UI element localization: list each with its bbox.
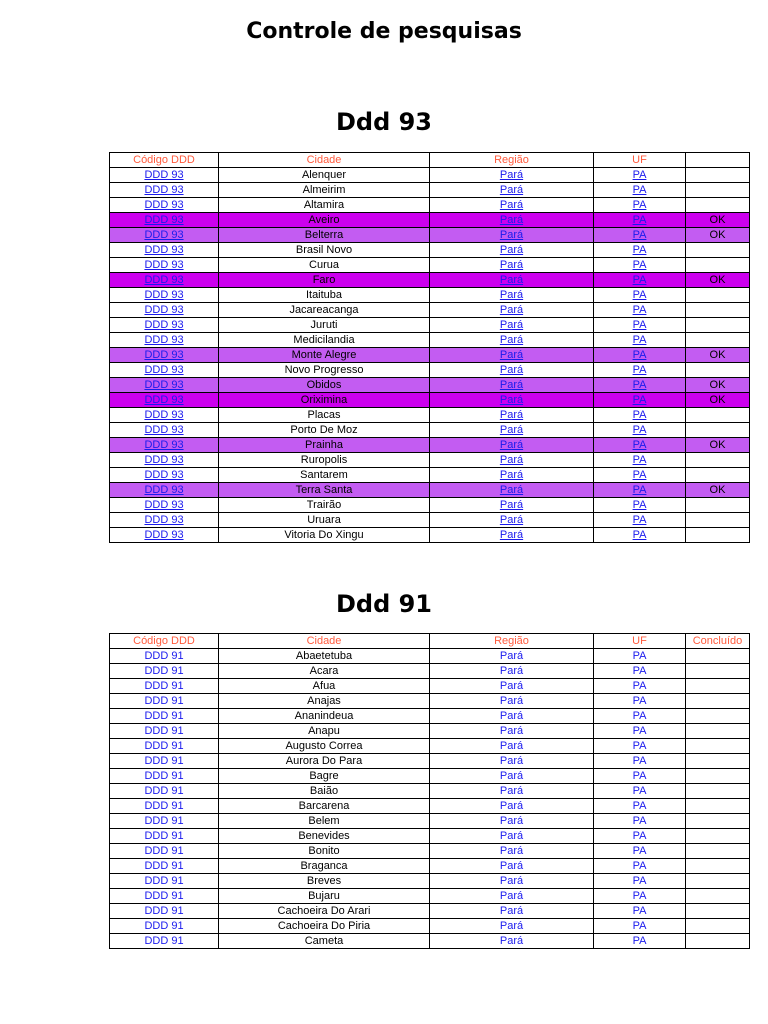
region-link[interactable]: Pará <box>430 513 594 528</box>
table-row <box>110 438 750 453</box>
table-row <box>110 303 750 318</box>
region-link: Pará <box>430 904 594 919</box>
table-row <box>110 694 750 709</box>
status-cell <box>686 814 750 829</box>
city-cell: Breves <box>219 874 430 889</box>
uf-link: PA <box>594 859 686 874</box>
region-link[interactable]: Pará <box>430 348 594 363</box>
city-cell: Jacareacanga <box>219 303 430 318</box>
region-link: Pará <box>430 814 594 829</box>
status-cell: OK <box>686 228 750 243</box>
table-row <box>110 739 750 754</box>
status-cell <box>686 679 750 694</box>
uf-link: PA <box>594 709 686 724</box>
region-link[interactable]: Pará <box>430 333 594 348</box>
city-cell: Bujaru <box>219 889 430 904</box>
table-row <box>110 814 750 829</box>
status-cell <box>686 453 750 468</box>
ddd-code-link: DDD 91 <box>110 844 219 859</box>
status-cell <box>686 904 750 919</box>
ddd-code-link[interactable]: DDD 93 <box>110 333 219 348</box>
city-cell: Ruropolis <box>219 453 430 468</box>
city-cell: Cameta <box>219 934 430 949</box>
table-row <box>110 769 750 784</box>
table-row <box>110 483 750 498</box>
city-cell: Barcarena <box>219 799 430 814</box>
uf-link[interactable]: PA <box>594 438 686 453</box>
city-cell: Brasil Novo <box>219 243 430 258</box>
ddd-code-link[interactable]: DDD 93 <box>110 198 219 213</box>
status-cell <box>686 859 750 874</box>
city-cell: Augusto Correa <box>219 739 430 754</box>
ddd-code-link[interactable]: DDD 93 <box>110 318 219 333</box>
status-cell <box>686 769 750 784</box>
ddd-code-link[interactable]: DDD 93 <box>110 378 219 393</box>
region-link[interactable]: Pará <box>430 438 594 453</box>
city-cell: Altamira <box>219 198 430 213</box>
ddd-code-link: DDD 91 <box>110 874 219 889</box>
table-row <box>110 378 750 393</box>
city-cell: Uruara <box>219 513 430 528</box>
section-heading-ddd-91: Ddd 91 <box>335 590 433 618</box>
ddd-code-link: DDD 91 <box>110 784 219 799</box>
status-cell: OK <box>686 213 750 228</box>
city-cell: Juruti <box>219 318 430 333</box>
column-header-cidade: Cidade <box>219 634 430 649</box>
status-cell <box>686 168 750 183</box>
region-link: Pará <box>430 694 594 709</box>
status-cell: OK <box>686 348 750 363</box>
region-link: Pará <box>430 844 594 859</box>
ddd-code-link: DDD 91 <box>110 709 219 724</box>
status-cell <box>686 423 750 438</box>
ddd-code-link: DDD 91 <box>110 934 219 949</box>
city-cell: Terra Santa <box>219 483 430 498</box>
status-cell <box>686 183 750 198</box>
uf-link[interactable]: PA <box>594 453 686 468</box>
region-link[interactable]: Pará <box>430 288 594 303</box>
city-cell: Ananindeua <box>219 709 430 724</box>
status-cell: OK <box>686 438 750 453</box>
uf-link[interactable]: PA <box>594 258 686 273</box>
region-link[interactable]: Pará <box>430 243 594 258</box>
city-cell: Aurora Do Para <box>219 754 430 769</box>
uf-link[interactable]: PA <box>594 408 686 423</box>
table-row <box>110 213 750 228</box>
table-row <box>110 468 750 483</box>
status-cell <box>686 754 750 769</box>
ddd-code-link: DDD 91 <box>110 919 219 934</box>
uf-link[interactable]: PA <box>594 333 686 348</box>
status-cell <box>686 919 750 934</box>
region-link[interactable]: Pará <box>430 168 594 183</box>
city-cell: Itaituba <box>219 288 430 303</box>
ddd-code-link[interactable]: DDD 93 <box>110 423 219 438</box>
uf-link: PA <box>594 679 686 694</box>
ddd-code-link: DDD 91 <box>110 769 219 784</box>
region-link[interactable]: Pará <box>430 273 594 288</box>
region-link: Pará <box>430 784 594 799</box>
status-cell <box>686 724 750 739</box>
status-cell <box>686 664 750 679</box>
region-link[interactable]: Pará <box>430 468 594 483</box>
status-cell <box>686 198 750 213</box>
uf-link: PA <box>594 874 686 889</box>
region-link: Pará <box>430 664 594 679</box>
section-heading-ddd-93: Ddd 93 <box>335 108 433 136</box>
ddd-code-link[interactable]: DDD 93 <box>110 168 219 183</box>
city-cell: Placas <box>219 408 430 423</box>
status-cell: OK <box>686 378 750 393</box>
uf-link[interactable]: PA <box>594 513 686 528</box>
column-header-uf: UF <box>594 153 686 168</box>
city-cell: Porto De Moz <box>219 423 430 438</box>
table-row <box>110 664 750 679</box>
region-link: Pará <box>430 874 594 889</box>
uf-link[interactable]: PA <box>594 168 686 183</box>
city-cell: Baião <box>219 784 430 799</box>
region-link: Pará <box>430 649 594 664</box>
ddd-code-link[interactable]: DDD 93 <box>110 303 219 318</box>
uf-link[interactable]: PA <box>594 183 686 198</box>
city-cell: Trairão <box>219 498 430 513</box>
table-row <box>110 333 750 348</box>
city-cell: Acara <box>219 664 430 679</box>
ddd-93-table-body <box>110 168 750 543</box>
uf-link: PA <box>594 724 686 739</box>
ddd-code-link[interactable]: DDD 93 <box>110 408 219 423</box>
region-link[interactable]: Pará <box>430 498 594 513</box>
ddd-code-link: DDD 91 <box>110 694 219 709</box>
city-cell: Braganca <box>219 859 430 874</box>
city-cell: Cachoeira Do Arari <box>219 904 430 919</box>
region-link[interactable]: Pará <box>430 228 594 243</box>
city-cell: Alenquer <box>219 168 430 183</box>
column-header-regiao: Região <box>430 153 594 168</box>
ddd-91-table-body <box>110 649 750 949</box>
ddd-code-link: DDD 91 <box>110 664 219 679</box>
ddd-code-link[interactable]: DDD 93 <box>110 483 219 498</box>
uf-link[interactable]: PA <box>594 288 686 303</box>
uf-link[interactable]: PA <box>594 348 686 363</box>
ddd-code-link[interactable]: DDD 93 <box>110 528 219 543</box>
ddd-code-link: DDD 91 <box>110 649 219 664</box>
region-link[interactable]: Pará <box>430 453 594 468</box>
status-cell <box>686 498 750 513</box>
region-link: Pará <box>430 769 594 784</box>
city-cell: Aveiro <box>219 213 430 228</box>
uf-link[interactable]: PA <box>594 528 686 543</box>
city-cell: Obidos <box>219 378 430 393</box>
ddd-code-link: DDD 91 <box>110 904 219 919</box>
ddd-code-link[interactable]: DDD 93 <box>110 183 219 198</box>
region-link[interactable]: Pará <box>430 183 594 198</box>
uf-link[interactable]: PA <box>594 483 686 498</box>
region-link[interactable]: Pará <box>430 303 594 318</box>
column-header-status <box>686 153 750 168</box>
uf-link: PA <box>594 844 686 859</box>
ddd-code-link: DDD 91 <box>110 799 219 814</box>
uf-link: PA <box>594 694 686 709</box>
uf-link: PA <box>594 889 686 904</box>
ddd-code-link: DDD 91 <box>110 859 219 874</box>
table-row <box>110 273 750 288</box>
uf-link: PA <box>594 904 686 919</box>
city-cell: Bonito <box>219 844 430 859</box>
ddd-code-link[interactable]: DDD 93 <box>110 468 219 483</box>
city-cell: Medicilandia <box>219 333 430 348</box>
table-header-row <box>110 153 750 168</box>
region-link[interactable]: Pará <box>430 378 594 393</box>
table-row <box>110 829 750 844</box>
ddd-code-link[interactable]: DDD 93 <box>110 453 219 468</box>
status-cell <box>686 468 750 483</box>
status-cell: OK <box>686 393 750 408</box>
column-header-uf: UF <box>594 634 686 649</box>
page-title: Controle de pesquisas <box>246 19 522 44</box>
table-row <box>110 934 750 949</box>
ddd-code-link[interactable]: DDD 93 <box>110 228 219 243</box>
ddd-code-link[interactable]: DDD 93 <box>110 393 219 408</box>
table-row <box>110 784 750 799</box>
region-link[interactable]: Pará <box>430 258 594 273</box>
ddd-code-link: DDD 91 <box>110 889 219 904</box>
ddd-code-link[interactable]: DDD 93 <box>110 288 219 303</box>
uf-link: PA <box>594 919 686 934</box>
uf-link: PA <box>594 784 686 799</box>
status-cell <box>686 799 750 814</box>
table-row <box>110 243 750 258</box>
ddd-91-table <box>109 633 750 949</box>
region-link[interactable]: Pará <box>430 213 594 228</box>
table-row <box>110 183 750 198</box>
uf-link[interactable]: PA <box>594 318 686 333</box>
uf-link[interactable]: PA <box>594 498 686 513</box>
table-row <box>110 919 750 934</box>
uf-link[interactable]: PA <box>594 213 686 228</box>
status-cell <box>686 363 750 378</box>
status-cell <box>686 709 750 724</box>
region-link: Pará <box>430 919 594 934</box>
region-link[interactable]: Pará <box>430 393 594 408</box>
table-row <box>110 198 750 213</box>
uf-link: PA <box>594 649 686 664</box>
status-cell <box>686 889 750 904</box>
region-link: Pará <box>430 739 594 754</box>
table-row <box>110 859 750 874</box>
status-cell <box>686 243 750 258</box>
city-cell: Curua <box>219 258 430 273</box>
region-link: Pará <box>430 934 594 949</box>
uf-link: PA <box>594 664 686 679</box>
ddd-code-link: DDD 91 <box>110 754 219 769</box>
city-cell: Monte Alegre <box>219 348 430 363</box>
status-cell: OK <box>686 273 750 288</box>
table-row <box>110 649 750 664</box>
table-row <box>110 874 750 889</box>
region-link: Pará <box>430 889 594 904</box>
region-link[interactable]: Pará <box>430 528 594 543</box>
region-link: Pará <box>430 709 594 724</box>
region-link: Pará <box>430 754 594 769</box>
ddd-code-link[interactable]: DDD 93 <box>110 363 219 378</box>
region-link[interactable]: Pará <box>430 318 594 333</box>
status-cell: OK <box>686 483 750 498</box>
status-cell <box>686 258 750 273</box>
ddd-code-link: DDD 91 <box>110 829 219 844</box>
table-header-row <box>110 634 750 649</box>
table-row <box>110 168 750 183</box>
column-header-codigo-ddd: Código DDD <box>110 634 219 649</box>
table-row <box>110 363 750 378</box>
table-row <box>110 288 750 303</box>
uf-link: PA <box>594 814 686 829</box>
column-header-cidade: Cidade <box>219 153 430 168</box>
ddd-code-link: DDD 91 <box>110 679 219 694</box>
status-cell <box>686 513 750 528</box>
status-cell <box>686 829 750 844</box>
status-cell <box>686 288 750 303</box>
uf-link[interactable]: PA <box>594 423 686 438</box>
table-row <box>110 498 750 513</box>
table-row <box>110 904 750 919</box>
column-header-concluido: Concluído <box>686 634 750 649</box>
status-cell <box>686 739 750 754</box>
table-row <box>110 408 750 423</box>
city-cell: Cachoeira Do Piria <box>219 919 430 934</box>
ddd-code-link[interactable]: DDD 93 <box>110 243 219 258</box>
uf-link: PA <box>594 754 686 769</box>
city-cell: Anajas <box>219 694 430 709</box>
status-cell <box>686 408 750 423</box>
uf-link: PA <box>594 829 686 844</box>
table-row <box>110 679 750 694</box>
status-cell <box>686 528 750 543</box>
ddd-code-link[interactable]: DDD 93 <box>110 273 219 288</box>
ddd-code-link[interactable]: DDD 93 <box>110 498 219 513</box>
column-header-codigo-ddd: Código DDD <box>110 153 219 168</box>
city-cell: Santarem <box>219 468 430 483</box>
ddd-code-link[interactable]: DDD 93 <box>110 213 219 228</box>
table-row <box>110 393 750 408</box>
region-link[interactable]: Pará <box>430 408 594 423</box>
city-cell: Novo Progresso <box>219 363 430 378</box>
table-row <box>110 228 750 243</box>
region-link: Pará <box>430 799 594 814</box>
status-cell <box>686 303 750 318</box>
table-row <box>110 513 750 528</box>
table-row <box>110 844 750 859</box>
city-cell: Anapu <box>219 724 430 739</box>
ddd-93-table <box>109 152 750 543</box>
uf-link: PA <box>594 799 686 814</box>
city-cell: Belterra <box>219 228 430 243</box>
region-link[interactable]: Pará <box>430 483 594 498</box>
city-cell: Bagre <box>219 769 430 784</box>
uf-link[interactable]: PA <box>594 468 686 483</box>
uf-link[interactable]: PA <box>594 198 686 213</box>
city-cell: Belem <box>219 814 430 829</box>
table-row <box>110 318 750 333</box>
region-link: Pará <box>430 724 594 739</box>
city-cell: Oriximina <box>219 393 430 408</box>
city-cell: Faro <box>219 273 430 288</box>
region-link[interactable]: Pará <box>430 198 594 213</box>
ddd-code-link[interactable]: DDD 93 <box>110 513 219 528</box>
city-cell: Vitoria Do Xingu <box>219 528 430 543</box>
ddd-code-link: DDD 91 <box>110 739 219 754</box>
region-link: Pará <box>430 859 594 874</box>
ddd-code-link[interactable]: DDD 93 <box>110 348 219 363</box>
table-row <box>110 348 750 363</box>
region-link[interactable]: Pará <box>430 363 594 378</box>
region-link: Pará <box>430 829 594 844</box>
uf-link[interactable]: PA <box>594 363 686 378</box>
table-row <box>110 799 750 814</box>
status-cell <box>686 333 750 348</box>
uf-link[interactable]: PA <box>594 273 686 288</box>
city-cell: Almeirim <box>219 183 430 198</box>
status-cell <box>686 649 750 664</box>
uf-link: PA <box>594 769 686 784</box>
ddd-code-link: DDD 91 <box>110 724 219 739</box>
status-cell <box>686 844 750 859</box>
uf-link[interactable]: PA <box>594 378 686 393</box>
uf-link: PA <box>594 934 686 949</box>
table-row <box>110 754 750 769</box>
city-cell: Abaetetuba <box>219 649 430 664</box>
status-cell <box>686 784 750 799</box>
table-row <box>110 889 750 904</box>
uf-link: PA <box>594 739 686 754</box>
table-row <box>110 453 750 468</box>
region-link: Pará <box>430 679 594 694</box>
column-header-regiao: Região <box>430 634 594 649</box>
table-row <box>110 724 750 739</box>
uf-link[interactable]: PA <box>594 303 686 318</box>
ddd-code-link[interactable]: DDD 93 <box>110 438 219 453</box>
status-cell <box>686 694 750 709</box>
table-row <box>110 528 750 543</box>
ddd-code-link[interactable]: DDD 93 <box>110 258 219 273</box>
table-row <box>110 258 750 273</box>
table-row <box>110 709 750 724</box>
city-cell: Prainha <box>219 438 430 453</box>
uf-link[interactable]: PA <box>594 393 686 408</box>
ddd-code-link: DDD 91 <box>110 814 219 829</box>
uf-link[interactable]: PA <box>594 243 686 258</box>
city-cell: Benevides <box>219 829 430 844</box>
status-cell <box>686 874 750 889</box>
city-cell: Afua <box>219 679 430 694</box>
table-row <box>110 423 750 438</box>
status-cell <box>686 318 750 333</box>
region-link[interactable]: Pará <box>430 423 594 438</box>
status-cell <box>686 934 750 949</box>
uf-link[interactable]: PA <box>594 228 686 243</box>
